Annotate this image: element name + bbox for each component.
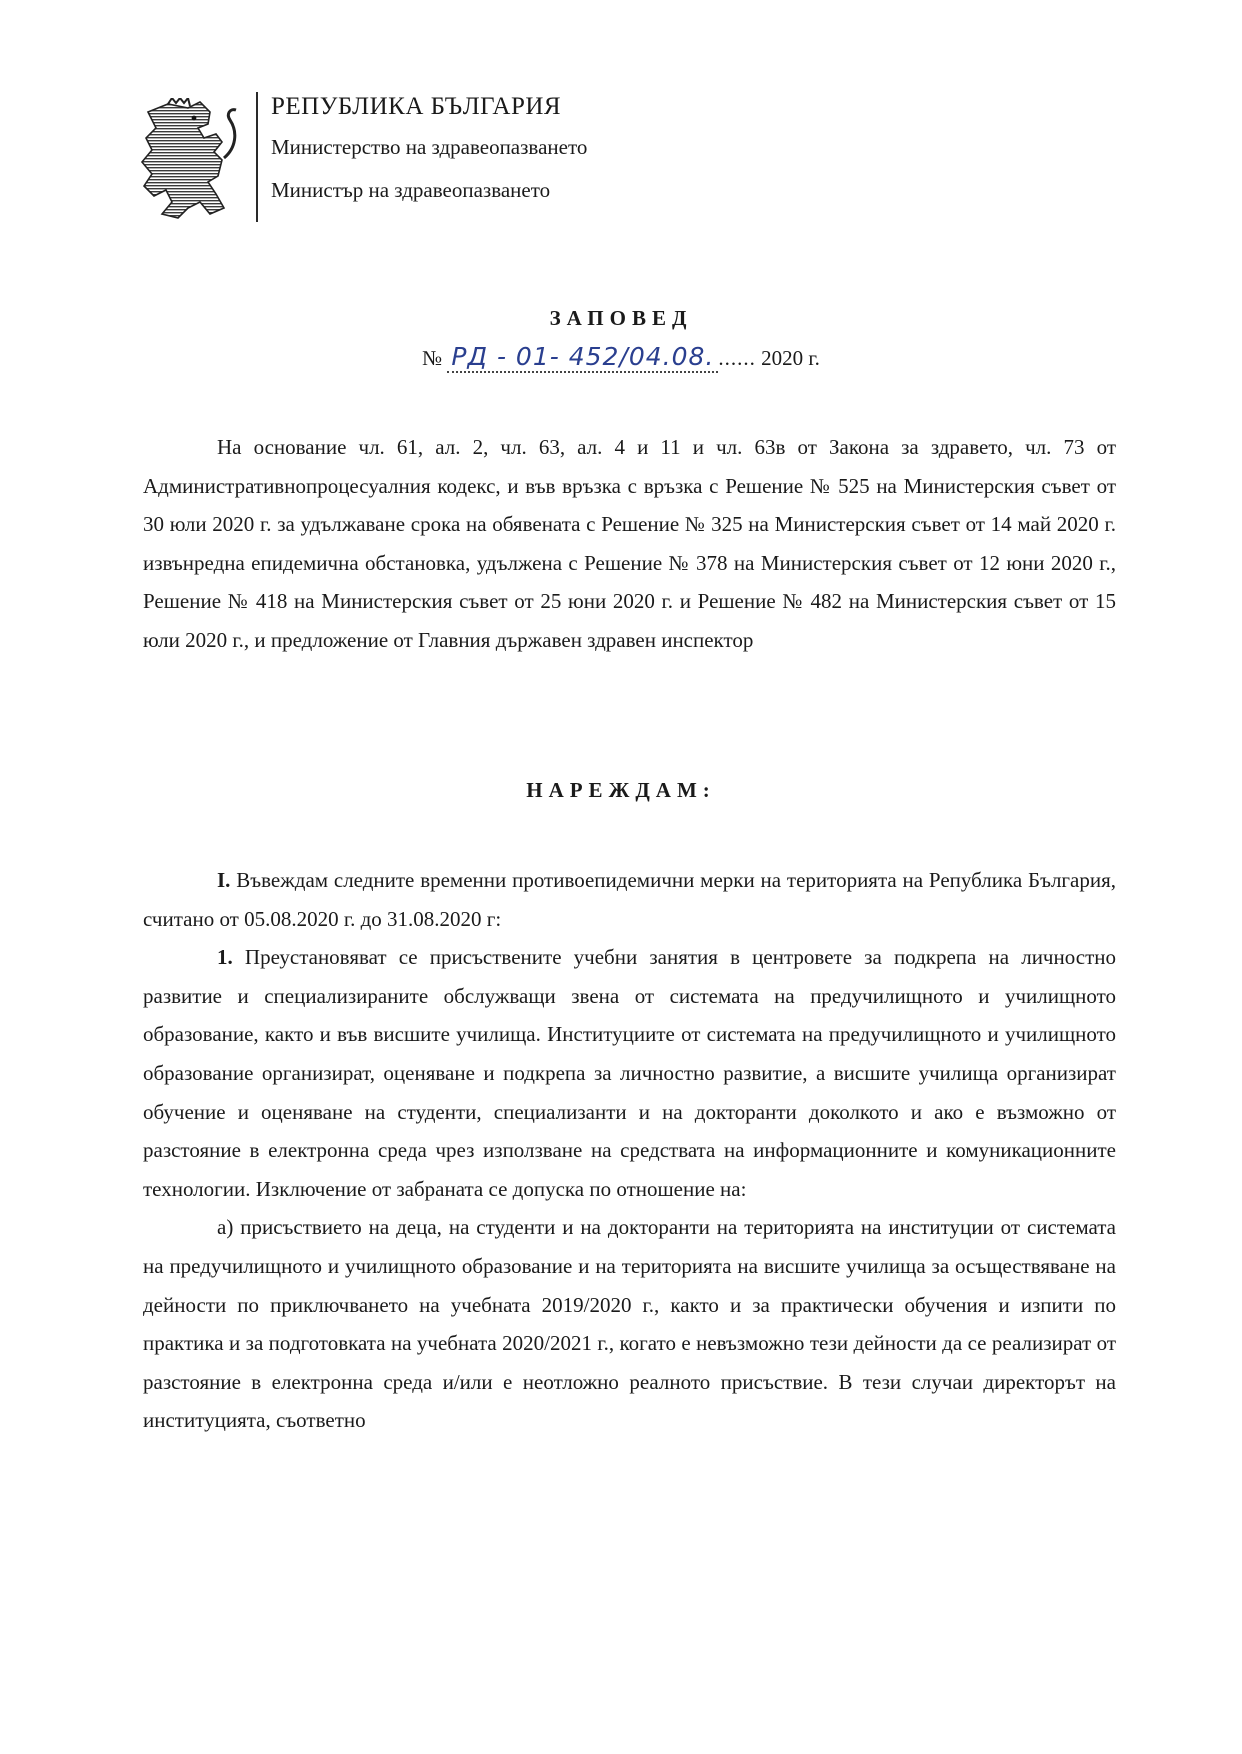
lion-crest-icon bbox=[138, 98, 246, 220]
basis-section bbox=[143, 428, 1116, 660]
item-1-text: Преустановяват се присъствените учебни занятия в центровете за подкрепа на личностно развитие и специализираните обслужващи звена от системата на предучилищното и училищното образование, както и във висшите училища. Институциите от системата на предучилищното и училищното образование организират, оценяване и подкрепа за личностно развитие, а висшите училища организират обучение и оценяване на студенти, специализанти и на докторанти доколкото и ако е възможно от разстояние в електронна среда чрез използване на средствата на информационните и комуникационните технологии. Изключение от забраната се допуска по отношение на: bbox=[143, 945, 1116, 1201]
handwritten-order-number: РД - 01- 452/04.08. bbox=[447, 343, 718, 373]
order-number-line bbox=[0, 340, 1242, 376]
ministry-name: Министерство на здравеопазването bbox=[271, 135, 588, 159]
document-title: ЗАПОВЕД bbox=[549, 306, 693, 330]
section-I-text: Въвеждам следните временни противоепидемични мерки на територията на Република България, считано от 05.08.2020 г. до 31.08.2020 г: bbox=[143, 868, 1117, 931]
section-I-paragraph bbox=[143, 861, 1116, 938]
decree-heading: НАРЕЖДАМ: bbox=[526, 778, 716, 802]
letterhead bbox=[271, 92, 587, 220]
minister-title: Министър на здравеопазването bbox=[271, 178, 551, 202]
basis-paragraph: На основание чл. 61, ал. 2, чл. 63, ал. 4 и 11 и чл. 63в от Закона за здравето, чл. 73 от Административнопроцесуалния кодекс, и във връзка с връзка с Решение № 525 на Министерския съвет от 30 юли 2020 г. за удължаване срока на обявената с Решение № 325 на Министерския съвет от 14 май 2020 г. извънредна епидемична обстановка, удължена с Решение № 378 на Министерския съвет от 12 юни 2020 г., Решение № 418 на Министерския съвет от 25 юни 2020 г. и Решение № 482 на Министерския съвет от 15 юли 2020 г., и предложение от Главния държавен здравен инспектор bbox=[143, 435, 1116, 652]
item-a-paragraph: а) присъствието на деца, на студенти и на докторанти на територията на институции от системата на предучилищното и училищното образование и на територията на висшите училища за осъществяване на дейности по приключването на учебната 2019/2020 г., както и за практически обучения и изпити по практика и за подготовката на учебната 2020/2021 г., когато е невъзможно тези дейности да се реализират от разстояние в електронна среда и/или е неотложно реалното присъствие. В тези случаи директорът на институцията, съответно bbox=[143, 1215, 1116, 1433]
header-divider bbox=[256, 92, 258, 222]
measures-section bbox=[143, 861, 1116, 1440]
dotted-filler: ...... bbox=[718, 346, 756, 370]
number-sign: № bbox=[422, 346, 443, 370]
section-I-number: I. bbox=[217, 868, 231, 892]
order-year: 2020 г. bbox=[761, 346, 820, 370]
republic-name: РЕПУБЛИКА БЪЛГАРИЯ bbox=[271, 93, 562, 120]
item-1-paragraph bbox=[143, 938, 1116, 1208]
item-1-number: 1. bbox=[217, 945, 233, 970]
